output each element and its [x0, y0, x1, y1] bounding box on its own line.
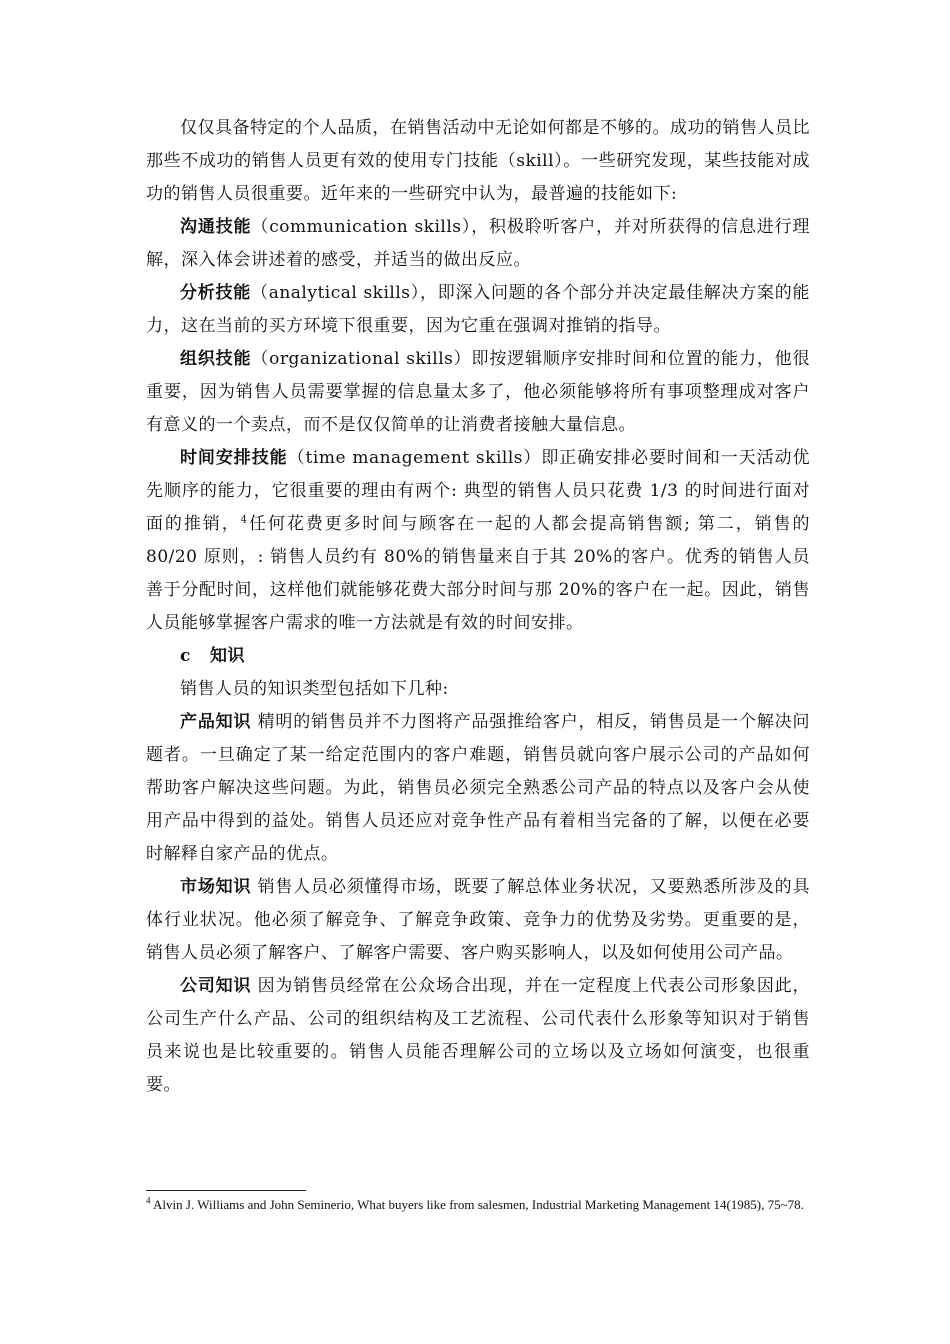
footnote-divider [146, 1190, 306, 1191]
term-company-knowledge: 公司知识 [180, 976, 252, 996]
paragraph-product-knowledge [146, 706, 810, 871]
footnote [146, 1197, 810, 1213]
paragraph-time-management-skills [146, 442, 810, 640]
paragraph-organizational-skills [146, 343, 810, 442]
term-analytical-skills: 分析技能 [180, 283, 251, 303]
footnote-text: Alvin J. Williams and John Seminerio, What buyers like from salesmen, Industrial Marketing Management 14(1985), 75~78. [150, 1197, 804, 1212]
paragraph-intro-text: 仅仅具备特定的个人品质，在销售活动中无论如何都是不够的。成功的销售人员比那些不成功的销售人员更有效的使用专门技能（skill）。一些研究发现，某些技能对成功的销售人员很重要。近年来的一些研究中认为，最普遍的技能如下: [146, 118, 810, 204]
section-heading-title: 知识 [210, 646, 245, 666]
term-organizational-skills: 组织技能 [180, 349, 252, 369]
paragraph-communication-skills [146, 211, 810, 277]
paragraph-company-knowledge [146, 970, 810, 1102]
term-communication-skills: 沟通技能 [180, 217, 252, 237]
section-heading-letter: c [180, 646, 191, 666]
paragraph-knowledge-types [146, 673, 810, 706]
paragraph-time-management-text-b: 任何花费更多时间与顾客在一起的人都会提高销售额; 第二，销售的 80/20 原则，: 销售人员约有 80%的销售量来自于其 20%的客户。优秀的销售人员善于分配时间，这样他们就能够花费大部分时间与那 20%的客户在一起。因此，销售人员能够掌握客户需求的唯一方法就是有效的时间安排。 [146, 514, 810, 633]
paragraph-time-management-text-a: （time management skills）即正确安排必要时间和一天活动优先顺序的能力，它很重要的理由有两个: 典型的销售人员只花费 1/3 的时间进行面对面的推销， [146, 448, 810, 534]
paragraph-market-knowledge-text: 销售人员必须懂得市场，既要了解总体业务状况，又要熟悉所涉及的具体行业状况。他必须了解竞争、了解竞争政策、竞争力的优势及劣势。更重要的是，销售人员必须了解客户、了解客户需要、客户购买影响人，以及如何使用公司产品。 [146, 877, 810, 963]
body-text [146, 112, 810, 1102]
paragraph-market-knowledge [146, 871, 810, 970]
term-product-knowledge: 产品知识 [180, 712, 252, 732]
paragraph-communication-text: （communication skills），积极聆听客户，并对所获得的信息进行理解，深入体会讲述着的感受，并适当的做出反应。 [146, 217, 811, 270]
paragraph-organizational-text: （organizational skills）即按逻辑顺序安排时间和位置的能力，他很重要，因为销售人员需要掌握的信息量太多了，他必须能够将所有事项整理成对客户有意义的一个卖点，而不是仅仅简单的让消费者接触大量信息。 [146, 349, 810, 435]
paragraph-intro [146, 112, 810, 211]
paragraph-analytical-text: （analytical skills），即深入问题的各个部分并决定最佳解决方案的能力，这在当前的买方环境下很重要，因为它重在强调对推销的指导。 [146, 283, 810, 336]
section-heading-knowledge [146, 640, 810, 673]
term-time-management-skills: 时间安排技能 [180, 448, 288, 468]
paragraph-company-knowledge-text: 因为销售员经常在公众场合出现，并在一定程度上代表公司形象因此，公司生产什么产品、公司的组织结构及工艺流程、公司代表什么形象等知识对于销售员来说也是比较重要的。销售人员能否理解公司的立场以及立场如何演变，也很重要。 [146, 976, 810, 1095]
paragraph-product-knowledge-text: 精明的销售员并不力图将产品强推给客户，相反，销售员是一个解决问题者。一旦确定了某一给定范围内的客户难题，销售员就向客户展示公司的产品如何帮助客户解决这些问题。为此，销售员必须完全熟悉公司产品的特点以及客户会从使用产品中得到的益处。销售人员还应对竞争性产品有着相当完备的了解，以便在必要时解释自家产品的优点。 [146, 712, 810, 864]
paragraph-knowledge-types-text: 销售人员的知识类型包括如下几种: [180, 679, 449, 699]
footnote-mark: 4 [146, 1195, 151, 1206]
footnote-reference[interactable]: 4 [240, 514, 248, 526]
paragraph-analytical-skills [146, 277, 810, 343]
term-market-knowledge: 市场知识 [180, 877, 252, 897]
